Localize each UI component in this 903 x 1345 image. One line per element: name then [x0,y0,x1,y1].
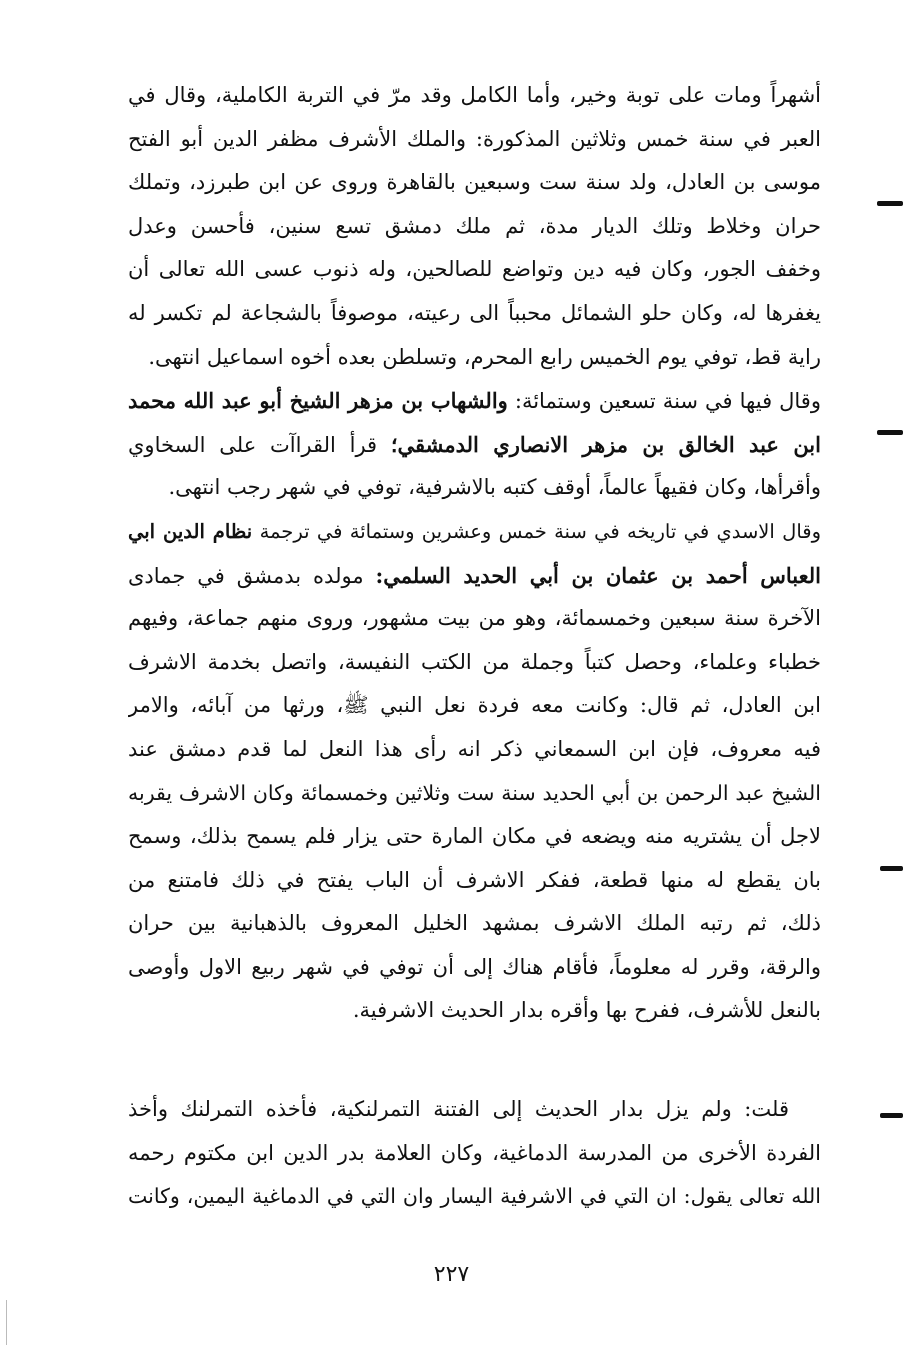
text-line [128,336,821,380]
text-run: وخفف الجور، وكان فيه دين وتواضع للصالحين، وله ذنوب عسى الله تعالى أن [128,257,821,282]
text-run: خطباء وعلماء، وحصل كتباً وجملة من الكتب النفيسة، واتصل بخدمة الاشرف [128,649,821,674]
text-line [128,118,821,162]
text-run: مولده بدمشق في جمادى [128,563,364,588]
text-run: الله تعالى يقول: ان التي في الاشرفية اليسار وان التي في الدماغية اليمين، وكانت [128,1184,821,1209]
text-run: فيه معروف، فإن ابن السمعاني ذكر انه رأى هذا النعل لما قدم دمشق عند [128,736,821,761]
text-line [128,1132,821,1176]
text-run: حران وخلاط وتلك الديار مدة، ثم ملك دمشق تسع سنين، فأحسن وعدل [128,213,821,238]
text-run: لاجل أن يشتريه منه ويضعه في مكان المارة حتى يزار فلم يسمح بذلك، وسمح [128,824,821,849]
text-run: راية قط، توفي يوم الخميس رابع المحرم، وتسلطن بعده أخوه اسماعيل انتهى. [148,344,821,369]
text-line [128,728,821,772]
text-line [128,161,821,205]
margin-mark [877,201,903,206]
text-run: بالنعل للأشرف، ففرح بها وأقره بدار الحديث الاشرفية. [352,998,821,1023]
text-line [128,292,821,336]
text-run: ذلك، ثم رتبه الملك الاشرف بمشهد الخليل المعروف بالذهبانية بين حران [128,911,821,936]
bold-name: ابن عبد الخالق بن مزهر الانصاري الدمشقي؛ [390,431,821,457]
text-run: أشهراً ومات على توبة وخير، وأما الكامل وقد مرّ في التربة الكاملية، وقال في [128,83,821,107]
text-line [128,859,821,903]
text-line [128,597,821,641]
margin-mark [880,866,903,871]
bold-name: نظام الدين ابي [128,519,253,543]
text-run: الفردة الأخرى من المدرسة الدماغية، وكان العلامة بدر الدين ابن مكتوم رحمه [128,1140,821,1165]
text-line [128,815,821,859]
text-run: بان يقطع له منها قطعة، ففكر الاشرف أن الباب يفتح في ذلك فامتنع من [128,867,821,892]
text-line [128,1088,821,1132]
bold-name: والشهاب بن مزهر الشيخ أبو عبد الله محمد [128,388,508,414]
text-line [128,946,821,990]
text-line [128,510,821,554]
text-run: موسى بن العادل، ولد سنة ست وسبعين بالقاهرة وروى عن ابن طبرزد، وتملك [128,170,821,195]
text-line [128,641,821,685]
text-run: الشيخ عبد الرحمن بن أبي الحديد سنة ست وثلاثين وخمسمائة وكان الاشرف يقربه [128,780,821,805]
margin-mark [877,430,903,435]
bold-name: العباس أحمد بن عثمان بن أبي الحديد السلمي: [375,562,821,588]
text-run: العبر في سنة خمس وثلاثين المذكورة: والملك الأشرف مظفر الدين أبو الفتح [128,126,821,151]
text-line [128,1175,821,1219]
text-run: وقال الاسدي في تاريخه في سنة خمس وعشرين وستمائة في ترجمة [259,519,821,543]
page-edge-line [6,1300,7,1345]
text-run: الآخرة سنة سبعين وخمسمائة، وهو من بيت مشهور، وروى منهم جماعة، وفيهم [128,606,821,631]
margin-mark [880,1113,903,1118]
page-number: ٢٢٧ [433,1262,470,1287]
text-run: وقال فيها في سنة تسعين وستمائة: [514,389,821,414]
text-line [128,248,821,292]
text-line [128,74,821,118]
text-line [128,205,821,249]
paragraph-2 [128,1088,821,1219]
text-run: يغفرها له، وكان حلو الشمائل محبباً الى رعيته، موصوفاً بالشجاعة لم تكسر له [128,300,821,325]
text-line [128,379,821,423]
text-run: ابن العادل، ثم قال: وكانت معه فردة نعل النبي ﷺ، ورثها من آبائه، والامر [128,693,821,718]
text-line [128,989,821,1033]
text-line [128,684,821,728]
text-run: قلت: ولم يزل بدار الحديث إلى الفتنة التمرلنكية، فأخذه التمرلنك وأخذ [128,1097,789,1121]
text-run: قرأ القراآت على السخاوي [128,432,378,457]
text-run: والرقة، وقرر له معلوماً، فأقام هناك إلى أن توفي في شهر ربيع الاول وأوصى [128,954,821,979]
text-run: وأقرأها، وكان فقيهاً عالماً، أوقف كتبه بالاشرفية، توفي في شهر رجب انتهى. [168,475,821,500]
text-line [128,772,821,816]
text-line [128,466,821,510]
text-line [128,554,821,598]
paragraph-1 [128,74,821,1033]
text-line [128,902,821,946]
text-line [128,423,821,467]
